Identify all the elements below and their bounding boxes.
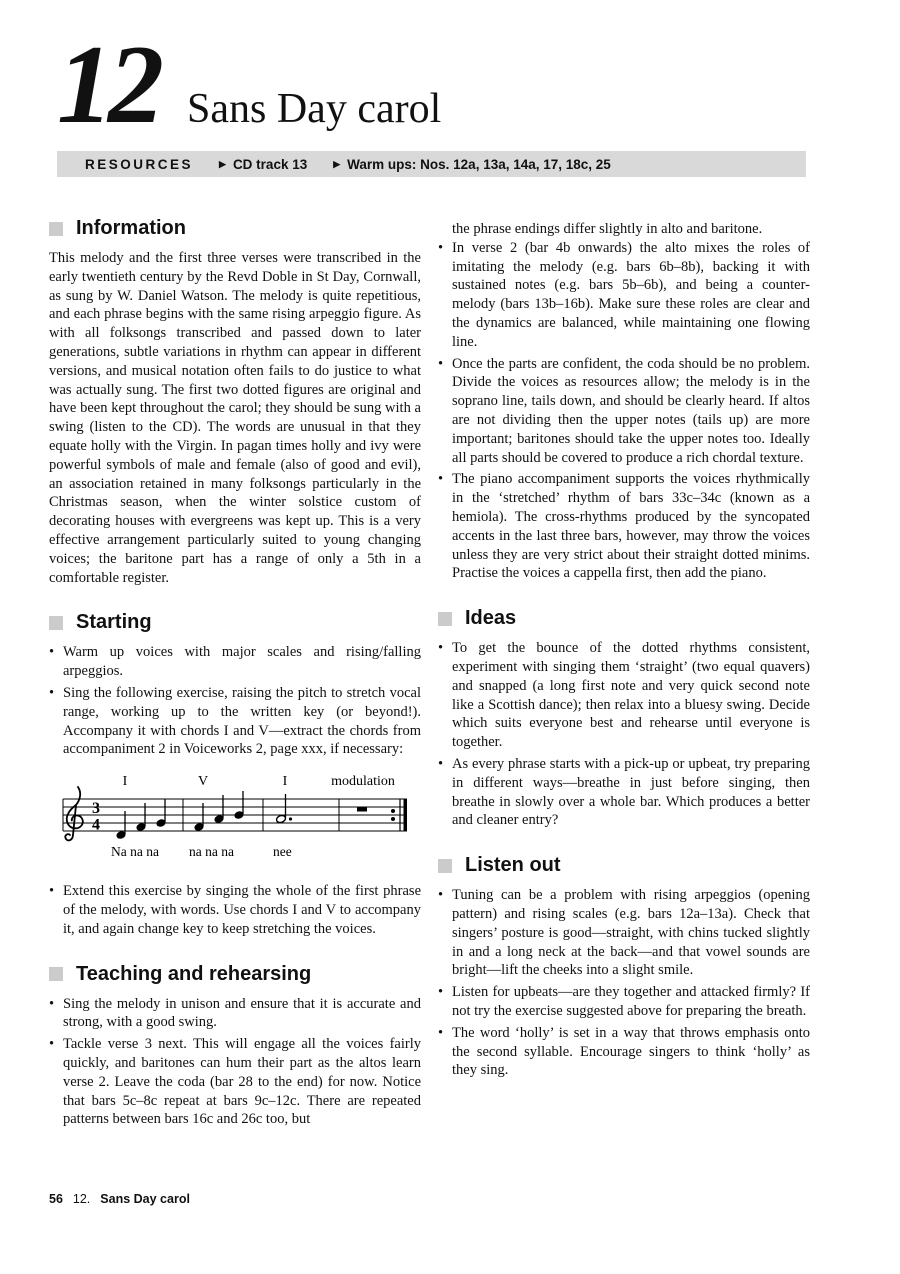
bullet-item: • Once the parts are confident, the coda should be no problem. Divide the voices as resources allow; the melody is in the soprano line, tails down, and should be clearly heard. If altos are not dividing then the upper notes (tails up) are more important; baritones should take the upper notes too. Ideally all parts should be covered to produce a rich chordal texture. bbox=[438, 355, 810, 468]
page-header bbox=[0, 0, 900, 177]
footer-title: Sans Day carol bbox=[100, 1192, 190, 1206]
chord-label: V bbox=[197, 774, 209, 790]
notes-measure-1 bbox=[116, 799, 166, 839]
bullet-item: • As every phrase starts with a pick-up or upbeat, try preparing in different ways—breathe in just before singing, then breathe in slowly over a whole bar. Which produces a better and cleaner entry? bbox=[438, 755, 810, 830]
augmentation-dot bbox=[289, 818, 292, 821]
page-title: Sans Day carol bbox=[187, 86, 442, 133]
treble-clef-icon bbox=[65, 787, 82, 840]
bullet-item: • Warm up voices with major scales and rising/falling arpeggios. bbox=[49, 643, 421, 681]
starting-bullets bbox=[49, 643, 421, 759]
notes-measure-3 bbox=[276, 794, 293, 824]
resource-warm-ups bbox=[333, 157, 611, 172]
section-teaching bbox=[49, 963, 421, 1130]
section-starting bbox=[49, 611, 421, 938]
lyric-text: nee bbox=[273, 844, 292, 860]
resource-cd-track-label: CD track 13 bbox=[232, 156, 308, 172]
section-ideas bbox=[438, 607, 810, 830]
starting-heading: Starting bbox=[76, 611, 152, 634]
time-signature-top: 3 bbox=[92, 800, 100, 818]
time-signature-bottom: 4 bbox=[92, 816, 100, 834]
page-footer bbox=[49, 1192, 190, 1206]
information-body: This melody and the first three verses were transcribed in the early twentieth century by the Revd Doble in St Day, Cornwall, as sung by W. Daniel Watson. The melody is quite repetitious, and each phrase begins with the same rising arpeggio figure. As with all folksongs transcribed and passed down to later generations, subtle variations in rhythm can appear in different versions, and musical notation often fails to do justice to what was actually sung. The first two dotted figures are original and have been kept throughout the carol; they should be sung with a swing (listen to the CD). The words are unusual in that they equate holly with the Virgin. In pagan times holly and ivy were powerful symbols of male and female (also of good and evil), an association retained in many folksongs particularly in the Christmas season, when the winter solstice custom of decorating houses with evergreens was kept up. This is a very effective arrangement particularly suited to young changing voices; the baritone part has a range of only a 5th in a comfortable register. bbox=[49, 250, 421, 586]
bullet-item: • In verse 2 (bar 4b onwards) the alto mixes the roles of imitating the melody (e.g. bars 6b–8b), backing it with sustained notes (e.g. bars 5b–6b), and being a counter-melody (bars 13b–16b). Make sure these roles are clear and the dynamics are balanced, while maintaining one flowing line. bbox=[438, 239, 810, 352]
bullet-item: • Sing the following exercise, raising the pitch to stretch vocal range, working up to the written key (or beyond!). Accompany it with chords I and V—extract the chords from accompaniment 2 in Voiceworks 2, page xxx, if necessary: bbox=[49, 684, 421, 759]
page-number: 56 bbox=[49, 1192, 63, 1206]
information-heading-row bbox=[49, 217, 421, 240]
chapter-title-row bbox=[57, 23, 900, 147]
repeat-dot bbox=[391, 817, 395, 821]
play-triangle-icon: ▶ bbox=[333, 158, 341, 169]
starting-heading-row bbox=[49, 611, 421, 634]
music-notation bbox=[49, 769, 421, 865]
listen-out-heading: Listen out bbox=[465, 854, 561, 877]
section-listen-out bbox=[438, 854, 810, 1080]
resource-cd-track bbox=[219, 157, 307, 172]
bullet-item: • Sing the melody in unison and ensure that it is accurate and strong, with a good swing. bbox=[49, 995, 421, 1033]
notes-measure-2 bbox=[194, 791, 244, 831]
lyric-text: Na na na bbox=[111, 844, 159, 860]
right-column bbox=[438, 217, 810, 1132]
teaching-bullets-right bbox=[438, 239, 810, 583]
ideas-heading-row bbox=[438, 607, 810, 630]
bullet-item: • Extend this exercise by singing the whole of the first phrase of the melody, with words. Use chords I and V to accompany it, and again change key to keep stretching the voices. bbox=[49, 882, 421, 938]
ideas-heading: Ideas bbox=[465, 607, 517, 630]
final-barline bbox=[404, 799, 408, 831]
footer-chapter-ref: 12. bbox=[72, 1192, 91, 1206]
chord-label: I bbox=[282, 774, 288, 790]
teaching-continuation: the phrase endings differ slightly in alto and baritone. bbox=[452, 221, 763, 238]
resources-bar bbox=[57, 151, 806, 177]
listen-out-bullets bbox=[438, 886, 810, 1080]
chord-label: modulation bbox=[331, 774, 395, 790]
section-information bbox=[49, 217, 421, 587]
resource-warm-ups-label: Warm ups: Nos. 12a, 13a, 14a, 17, 18c, 25 bbox=[347, 156, 611, 172]
chapter-number: 12 bbox=[57, 23, 159, 147]
teaching-bullets-left bbox=[49, 995, 421, 1130]
bullet-item: • Listen for upbeats—are they together and attacked firmly? If not try the exercise suggested above for preparing the breath. bbox=[438, 983, 810, 1021]
play-triangle-icon: ▶ bbox=[219, 158, 226, 169]
listen-out-heading-row bbox=[438, 854, 810, 877]
information-heading: Information bbox=[76, 217, 186, 240]
note-icon bbox=[276, 814, 287, 823]
lyric-text: na na na bbox=[189, 844, 234, 860]
resources-label: RESOURCES bbox=[85, 156, 194, 172]
section-marker-icon bbox=[49, 967, 63, 981]
bullet-item: • Tackle verse 3 next. This will engage all the voices fairly quickly, and baritones can hum their part as the altos learn verse 2. Leave the coda (bar 28 to the end) for now. Notice that bars 5c–8c repeat at bars 9c–12c. There are repeated patterns between bars 16c and 26c too, but bbox=[49, 1035, 421, 1129]
two-column-body bbox=[0, 177, 900, 1132]
teaching-heading-row bbox=[49, 963, 421, 986]
section-marker-icon bbox=[438, 859, 452, 873]
repeat-dot bbox=[391, 809, 395, 813]
section-marker-icon bbox=[438, 612, 452, 626]
bullet-item: • To get the bounce of the dotted rhythms consistent, experiment with singing them ‘straight’ (two equal quavers) and snapped (a long first note and very quick second note like a Scottish dance); then relax into a bluesy swing. Decide which suits everyone best and rehearse until everyone is together. bbox=[438, 639, 810, 752]
teaching-heading: Teaching and rehearsing bbox=[76, 962, 312, 985]
section-marker-icon bbox=[49, 222, 63, 236]
left-column bbox=[49, 217, 421, 1132]
bullet-item: • The piano accompaniment supports the voices rhythmically in the ‘stretched’ rhythm of bars 33c–34c (known as a hemiola). The cross-rhythms produced by the syncopated accents in the last three bars, however, may throw the voices unless they are very strict about their straight dotted minims. Practise the voices a cappella first, then add the piano. bbox=[438, 470, 810, 583]
ideas-bullets bbox=[438, 639, 810, 830]
lyrics-row bbox=[111, 844, 292, 859]
whole-rest-icon bbox=[357, 807, 367, 812]
music-exercise bbox=[49, 769, 421, 870]
bullet-item: • The word ‘holly’ is set in a way that throws emphasis onto the second syllable. Encourage singers to think ‘holly’ as they sing. bbox=[438, 1024, 810, 1080]
bullet-item: • Tuning can be a problem with rising arpeggios (opening pattern) and rising scales (e.g. bars 12a–13a). Check that singers’ posture is good—straight, with chins tucked slightly in and a long neck at the back—and that vowel sounds are bright—lift the cheeks into a slight smile. bbox=[438, 886, 810, 980]
time-signature bbox=[92, 800, 100, 834]
starting-bullets-after-music bbox=[49, 882, 421, 938]
chord-label: I bbox=[122, 774, 128, 790]
section-marker-icon bbox=[49, 616, 63, 630]
